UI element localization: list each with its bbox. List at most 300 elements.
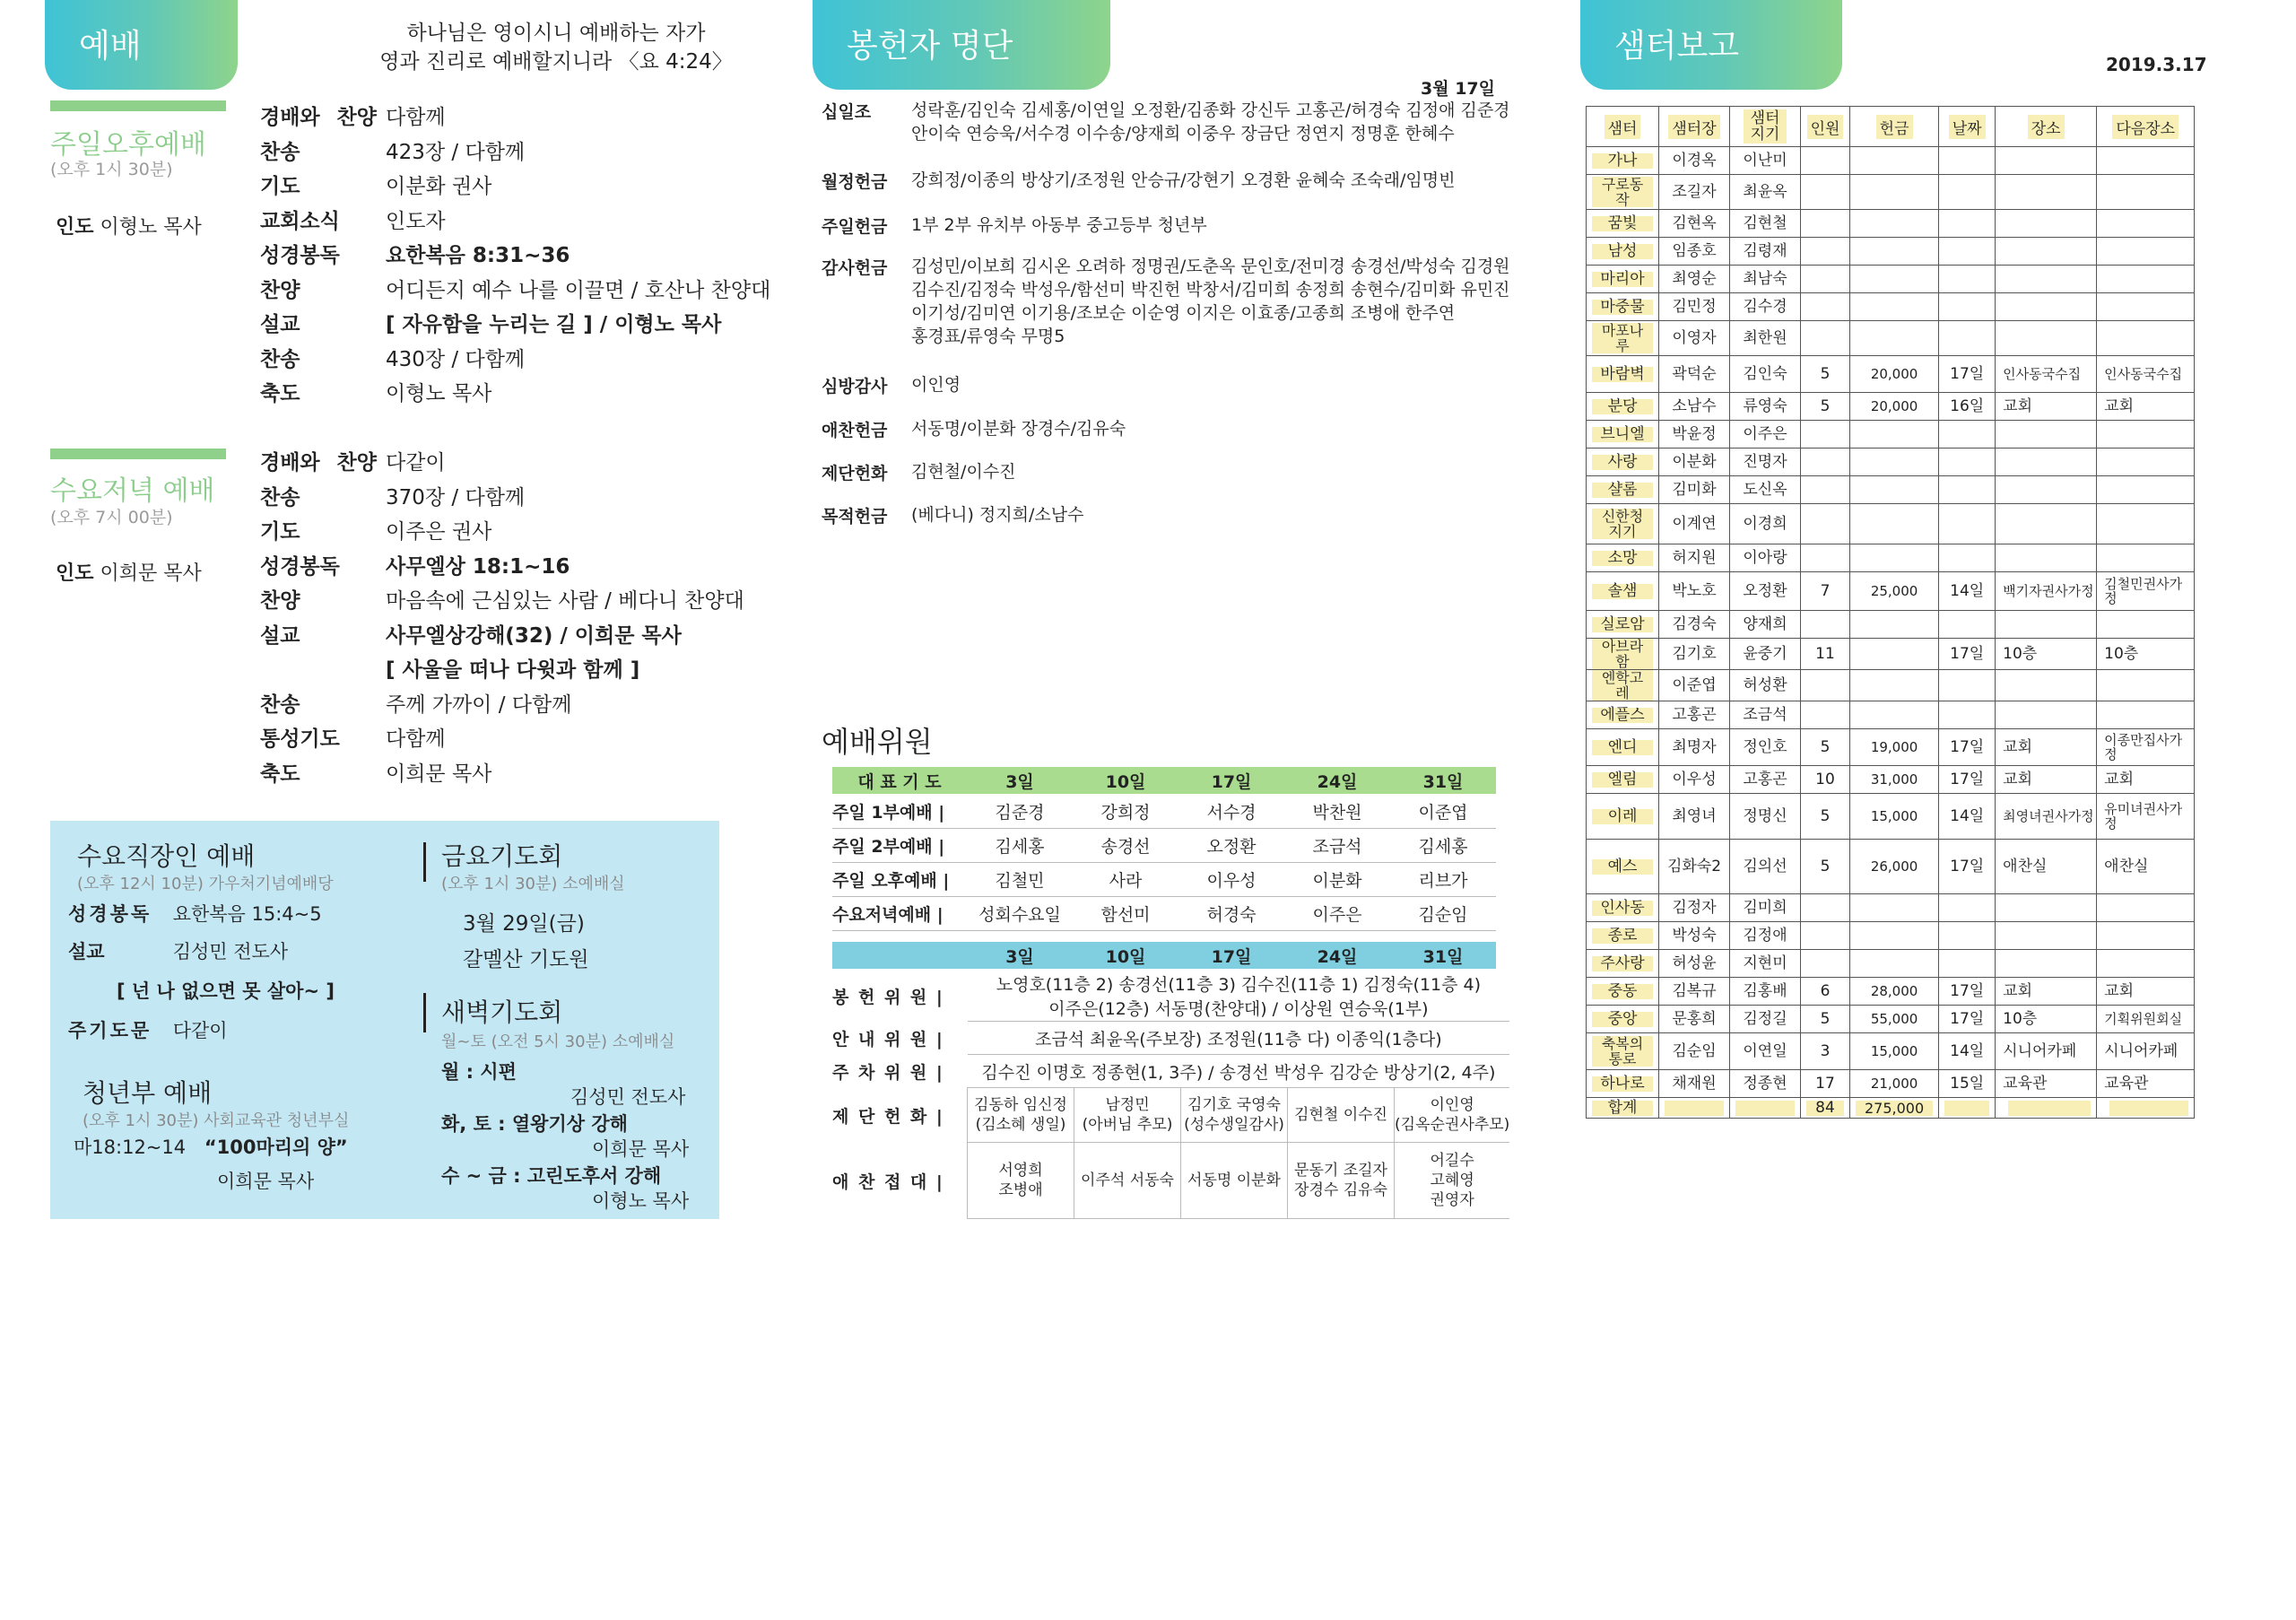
duty-cell: [1074, 1088, 1181, 1143]
groups-cell: [1939, 1098, 1996, 1119]
prayer-service: 주일 2부예배 |: [832, 829, 967, 863]
groups-name-label: 엔학고레: [1592, 670, 1653, 701]
groups-cell: 이계연: [1659, 504, 1730, 544]
groups-cell: 김의선: [1730, 840, 1801, 894]
groups-cell: [1801, 210, 1850, 238]
groups-name-label: 예스: [1592, 859, 1653, 875]
wed-work-reading-key: 성경봉독: [68, 903, 152, 925]
wed-order-row: [260, 722, 446, 756]
wed-order-val: 370장 / 다함께: [386, 485, 526, 510]
duty-value: [968, 1022, 1510, 1055]
groups-cell: 김수경: [1730, 293, 1801, 321]
dawn-time: 월~토 (오전 5시 30분) 소예배실: [441, 1032, 675, 1051]
groups-cell: [1850, 894, 1939, 922]
dawn-title: 새벽기도회: [441, 997, 563, 1027]
verse-line1: 하나님은 영이시니 예배하는 자가: [406, 22, 706, 45]
groups-name-label: 에플스: [1592, 708, 1653, 723]
wed-order-val: 이희문 목사: [386, 762, 492, 786]
duty-header-cell: 10일: [1105, 946, 1146, 967]
groups-cell: [1996, 1098, 2097, 1119]
groups-cell: [1939, 321, 1996, 356]
donors-tab: 봉헌자 명단: [813, 0, 1110, 90]
groups-name: [1587, 922, 1659, 950]
fri-title: 금요기도회: [441, 841, 563, 871]
groups-header-label: 장소: [2028, 115, 2065, 139]
groups-row: [1587, 611, 2195, 639]
wed-order-key: 찬송: [260, 692, 300, 717]
donor-line: 김수진/김정숙 박성우/함선미 박진헌 박창서/김미희 송정희 송현수/김미화 유민진: [911, 280, 1510, 300]
duty-line: 김현철 이수진: [1294, 1106, 1387, 1124]
groups-cell: [1801, 238, 1850, 266]
duty-line: 이주석 서동숙: [1081, 1171, 1174, 1189]
fri-date: 3월 29일(금): [463, 912, 585, 936]
duty-line: 고혜영: [1430, 1171, 1474, 1189]
groups-row: [1587, 421, 2195, 449]
groups-cell: 55,000: [1850, 1006, 1939, 1033]
wed-order-key: 찬양: [260, 589, 300, 613]
groups-name: [1587, 729, 1659, 766]
groups-cell: [2097, 476, 2195, 504]
groups-cell: 시니어카페: [1996, 1033, 2097, 1070]
donor-line: 1부 2부 유치부 아동부 중고등부 청년부: [911, 215, 1207, 235]
duty-line: (김옥순권사추모): [1395, 1116, 1510, 1134]
groups-cell: 윤중기: [1730, 639, 1801, 670]
groups-cell: [2097, 950, 2195, 978]
groups-cell: [2097, 210, 2195, 238]
groups-cell: 17일: [1939, 639, 1996, 670]
groups-name-label: 소망: [1592, 551, 1653, 566]
groups-cell: [1850, 611, 1939, 639]
prayer-row: [832, 795, 1496, 829]
groups-cell: [2097, 293, 2195, 321]
groups-cell: [1996, 175, 2097, 210]
sunday-order-key: 찬송: [260, 347, 300, 371]
wed-order-row: [260, 481, 525, 515]
duty-line: 서동명 이분화: [1187, 1171, 1281, 1189]
wed-order-row: [260, 688, 571, 722]
duty-cell: [1288, 1143, 1395, 1219]
groups-name: [1587, 293, 1659, 321]
prayer-header-cell: 17일: [1211, 771, 1252, 792]
sunday-order-row: [260, 274, 770, 308]
groups-cell: [1850, 544, 1939, 572]
prayer-name: 이분화: [1284, 863, 1390, 897]
groups-row: [1587, 922, 2195, 950]
groups-total-cell: [2109, 1101, 2188, 1116]
groups-cell: 17일: [1939, 840, 1996, 894]
wed-lead-val: 이희문 목사: [100, 562, 202, 585]
groups-cell: [1850, 639, 1939, 670]
groups-cell: 조길자: [1659, 175, 1730, 210]
groups-row: [1587, 476, 2195, 504]
groups-cell: [1850, 147, 1939, 175]
sunday-lead-val: 이형노 목사: [100, 216, 202, 239]
groups-cell: [2097, 1098, 2195, 1119]
groups-name: [1587, 238, 1659, 266]
duty-key: 애 찬 접 대 |: [832, 1171, 944, 1192]
donor-key: 감사헌금: [822, 258, 888, 278]
groups-cell: 김홍배: [1730, 978, 1801, 1006]
groups-cell: 박윤정: [1659, 421, 1730, 449]
groups-cell: [1939, 950, 1996, 978]
groups-header-cell: [2097, 107, 2195, 147]
donor-line: 안이숙 연승욱/서수경 이수송/양재희 이중우 장금단 정연지 정명훈 한혜수: [911, 124, 1455, 144]
groups-cell: [1850, 421, 1939, 449]
wed-order-key: 축도: [260, 762, 300, 786]
groups-name: [1587, 670, 1659, 701]
groups-cell: 정명신: [1730, 794, 1801, 840]
groups-cell: 10: [1801, 766, 1850, 794]
groups-date: 2019.3.17: [2106, 54, 2207, 75]
prayer-name: 이주은: [1284, 897, 1390, 931]
duty-header-row: [832, 942, 1496, 969]
groups-cell: 교육관: [1996, 1070, 2097, 1098]
wed-order-row: [260, 550, 570, 584]
sunday-lead-key: 인도: [56, 216, 94, 239]
groups-cell: [2097, 670, 2195, 701]
groups-row: [1587, 1033, 2195, 1070]
donor-names: [911, 99, 1510, 145]
groups-cell: [1996, 266, 2097, 293]
groups-row: [1587, 321, 2195, 356]
wed-divider: [50, 449, 226, 459]
duty-key: 주 차 위 원 |: [832, 1062, 944, 1083]
groups-cell: 17일: [1939, 766, 1996, 794]
donor-line: (베다니) 정지희/소남수: [911, 505, 1084, 525]
groups-row: [1587, 794, 2195, 840]
groups-name-label: 가나: [1592, 153, 1653, 169]
sunday-order-row: [260, 377, 491, 411]
groups-cell: 3: [1801, 1033, 1850, 1070]
groups-cell: [2097, 611, 2195, 639]
groups-cell: [1850, 922, 1939, 950]
duty-line: 이주은(12층) 서동명(찬양대) / 이상원 연승욱(1부): [1048, 999, 1429, 1019]
prayer-row: [832, 829, 1496, 863]
groups-name: [1587, 504, 1659, 544]
donor-key: 주일헌금: [822, 217, 888, 237]
duty-row: [832, 1143, 1509, 1219]
prayer-header-cell: 10일: [1105, 771, 1146, 792]
groups-name-label: 솔샘: [1592, 584, 1653, 599]
groups-cell: [1850, 670, 1939, 701]
groups-name-label: 마중물: [1592, 300, 1653, 315]
groups-cell: 진명자: [1730, 449, 1801, 476]
groups-cell: 교회: [1996, 729, 2097, 766]
prayer-name: 함선미: [1073, 897, 1178, 931]
sunday-order-key: 찬송: [260, 140, 300, 164]
duty-cell: [968, 1088, 1074, 1143]
wed-order-val: [ 사울을 떠나 다윗과 함께 ]: [386, 658, 640, 682]
groups-name: [1587, 1006, 1659, 1033]
duty-cell: [968, 1143, 1074, 1219]
groups-cell: 지현미: [1730, 950, 1801, 978]
donor-names: [911, 460, 1016, 483]
groups-cell: 교회: [1996, 766, 2097, 794]
groups-cell: 교회: [2097, 393, 2195, 421]
groups-cell: [1939, 611, 1996, 639]
groups-cell: [1939, 670, 1996, 701]
groups-cell: 허성윤: [1659, 950, 1730, 978]
groups-cell: [2097, 544, 2195, 572]
groups-cell: 최영순: [1659, 266, 1730, 293]
groups-name: [1587, 421, 1659, 449]
groups-row: [1587, 1070, 2195, 1098]
wed-work-prayer: [68, 1016, 228, 1043]
groups-name-label: 꿈빛: [1592, 216, 1653, 231]
groups-cell: 최영녀권사가정: [1996, 794, 2097, 840]
groups-cell: 17일: [1939, 978, 1996, 1006]
groups-name: [1587, 794, 1659, 840]
groups-cell: 15,000: [1850, 1033, 1939, 1070]
groups-cell: [1659, 1098, 1730, 1119]
groups-cell: [2097, 922, 2195, 950]
wed-order-key: 기도: [260, 520, 300, 544]
groups-header-label: 인원: [1807, 115, 1844, 139]
groups-name: [1587, 356, 1659, 393]
groups-header-label: 날짜: [1949, 115, 1986, 139]
groups-row: [1587, 356, 2195, 393]
groups-total-cell: [2008, 1101, 2091, 1116]
groups-row: [1587, 639, 2195, 670]
sunday-order-val: 이형노 목사: [386, 382, 492, 405]
dawn-tue: 화, 토 : 열왕기상 강해: [441, 1113, 628, 1135]
groups-cell: 박성숙: [1659, 922, 1730, 950]
groups-row: [1587, 766, 2195, 794]
groups-cell: 이연일: [1730, 1033, 1801, 1070]
wed-lead-key: 인도: [56, 562, 94, 585]
groups-cell: 시니어카페: [2097, 1033, 2195, 1070]
donor-names: [911, 503, 1083, 527]
duty-line: 조병애: [998, 1181, 1043, 1199]
groups-name: [1587, 147, 1659, 175]
groups-cell: 애찬실: [1996, 840, 2097, 894]
groups-total-cell: [1665, 1101, 1724, 1116]
groups-row: [1587, 544, 2195, 572]
groups-cell: [1801, 449, 1850, 476]
prayer-name: 김세홍: [967, 829, 1073, 863]
groups-cell: 고홍곤: [1659, 701, 1730, 729]
wed-order-row: [260, 619, 682, 653]
groups-name: [1587, 978, 1659, 1006]
donor-names: [911, 373, 961, 396]
groups-name-label: 남성: [1592, 244, 1653, 259]
groups-cell: 최윤옥: [1730, 175, 1801, 210]
wed-work-sermon-title: [ 넌 나 없으면 못 살아~ ]: [117, 980, 335, 1002]
groups-cell: 10층: [1996, 1006, 2097, 1033]
groups-cell: [1939, 293, 1996, 321]
duty-header-cell: 31일: [1422, 946, 1464, 967]
groups-cell: [1850, 210, 1939, 238]
prayer-header-cell: 24일: [1317, 771, 1358, 792]
donor-names: [911, 213, 1207, 237]
groups-header-cell: [1939, 107, 1996, 147]
groups-name: [1587, 449, 1659, 476]
duty-cell: [1181, 1088, 1288, 1143]
sunday-order-row: [260, 343, 525, 377]
groups-cell: [1939, 421, 1996, 449]
duty-row: [832, 1088, 1509, 1143]
groups-cell: 이준엽: [1659, 670, 1730, 701]
youth-text-val: 마18:12~14: [74, 1137, 187, 1158]
groups-cell: [1801, 922, 1850, 950]
youth-pastor: 이희문 목사: [217, 1171, 315, 1192]
sunday-order-val: 다함께: [386, 106, 446, 129]
duty-row: [832, 971, 1509, 1022]
duty-key: 안 내 위 원 |: [832, 1029, 944, 1050]
prayer-header: [832, 767, 1496, 794]
groups-total-cell: [1735, 1101, 1795, 1116]
wed-lead: [56, 558, 202, 586]
youth-sermon: “100마리의 양”: [204, 1137, 348, 1158]
duty-value: [968, 971, 1510, 1022]
groups-cell: 7: [1801, 572, 1850, 611]
groups-cell: [1801, 266, 1850, 293]
worship-tab: 예배: [45, 0, 238, 90]
groups-name-label: 사랑: [1592, 455, 1653, 470]
groups-cell: [1939, 147, 1996, 175]
groups-cell: 고홍곤: [1730, 766, 1801, 794]
prayer-header-cell: 31일: [1422, 771, 1464, 792]
groups-cell: 5: [1801, 794, 1850, 840]
groups-cell: [1996, 210, 2097, 238]
sunday-order-key: 축도: [260, 382, 300, 405]
groups-cell: 정종현: [1730, 1070, 1801, 1098]
sunday-order-val: 요한복음 8:31~36: [386, 244, 570, 267]
groups-cell: 20,000: [1850, 356, 1939, 393]
prayer-name: 김세홍: [1390, 829, 1496, 863]
groups-header-label: 샘터: [1605, 115, 1641, 139]
sunday-lead: [56, 212, 202, 240]
groups-cell: [1996, 894, 2097, 922]
groups-name: [1587, 894, 1659, 922]
prayer-row: [832, 863, 1496, 897]
groups-row: [1587, 210, 2195, 238]
wed-order-row: [260, 653, 639, 687]
groups-cell: 김경숙: [1659, 611, 1730, 639]
groups-row: [1587, 729, 2195, 766]
groups-cell: 5: [1801, 1006, 1850, 1033]
prayer-name: 사라: [1073, 863, 1178, 897]
sunday-order-val: 430장 / 다함께: [386, 347, 526, 371]
groups-cell: [1850, 321, 1939, 356]
prayer-name: 이우성: [1178, 863, 1284, 897]
groups-name-label: 마포나루: [1592, 323, 1653, 353]
duty-line: 문동기 조길자: [1294, 1162, 1387, 1180]
groups-cell: [1850, 504, 1939, 544]
groups-cell: 16일: [1939, 393, 1996, 421]
prayer-header-cell: 3일: [1005, 771, 1034, 792]
groups-cell: 최남숙: [1730, 266, 1801, 293]
groups-cell: [1801, 670, 1850, 701]
groups-name-label: 합계: [1592, 1101, 1653, 1116]
groups-cell: [1996, 476, 2097, 504]
groups-cell: 10층: [2097, 639, 2195, 670]
groups-name: [1587, 321, 1659, 356]
donor-names: [911, 169, 1455, 192]
groups-cell: 14일: [1939, 572, 1996, 611]
groups-cell: [1850, 238, 1939, 266]
duty-cell: [1395, 1088, 1510, 1143]
meetings-box: [50, 821, 719, 1219]
wed-order-val: 사무엘상강해(32) / 이희문 목사: [386, 623, 682, 648]
groups-name: [1587, 611, 1659, 639]
groups-cell: [1801, 611, 1850, 639]
groups-cell: 조금석: [1730, 701, 1801, 729]
groups-cell: 김복규: [1659, 978, 1730, 1006]
groups-cell: 애찬실: [2097, 840, 2195, 894]
sunday-time: (오후 1시 30분): [50, 160, 173, 179]
prayer-name: 김순임: [1390, 897, 1496, 931]
wed-work-title: 수요직장인 예배: [77, 841, 256, 871]
groups-cell: [1801, 544, 1850, 572]
prayer-name: 허경숙: [1178, 897, 1284, 931]
groups-cell: 최명자: [1659, 729, 1730, 766]
sunday-order-val: [ 자유함을 누리는 길 ] / 이형노 목사: [386, 313, 722, 336]
groups-name-label: 실로암: [1592, 617, 1653, 632]
groups-cell: 기획위원회실: [2097, 1006, 2195, 1033]
duty-key: 봉 헌 위 원 |: [832, 987, 944, 1007]
groups-cell: 김미화: [1659, 476, 1730, 504]
wed-order-val: 다함께: [386, 727, 446, 751]
duty-line: (성수생일감사): [1184, 1116, 1284, 1134]
groups-name-label: 중동: [1592, 984, 1653, 999]
groups-name: [1587, 766, 1659, 794]
groups-name-label: 아브라함: [1592, 639, 1653, 669]
groups-cell: [1850, 175, 1939, 210]
groups-cell: [2097, 421, 2195, 449]
groups-cell: 15,000: [1850, 794, 1939, 840]
duty-line: 김동하 임신정: [974, 1096, 1067, 1114]
groups-cell: 김정자: [1659, 894, 1730, 922]
groups-row: [1587, 266, 2195, 293]
prayer-name: 김준경: [967, 795, 1073, 829]
donor-line: 김현철/이수진: [911, 462, 1016, 482]
groups-cell: 21,000: [1850, 1070, 1939, 1098]
wed-order-row: [260, 446, 446, 480]
groups-cell: [1996, 922, 2097, 950]
groups-name-label: 종로: [1592, 928, 1653, 944]
sunday-order-row: [260, 205, 446, 239]
prayer-name: 오정환: [1178, 829, 1284, 863]
duty-line: 이인영: [1430, 1096, 1474, 1114]
groups-cell: 허지원: [1659, 544, 1730, 572]
sunday-order-val: 어디든지 예수 나를 이끌면 / 호산나 찬양대: [386, 278, 771, 302]
prayer-header-cell: 대 표 기 도: [857, 771, 942, 792]
groups-cell: 10층: [1996, 639, 2097, 670]
sunday-title: 주일오후예배: [50, 129, 206, 161]
groups-name: [1587, 1070, 1659, 1098]
wed-order-row: [260, 584, 744, 618]
groups-cell: [2097, 894, 2195, 922]
fri-place: 갈멜산 기도원: [463, 948, 589, 971]
wed-title: 수요저녁 예배: [50, 475, 215, 507]
donor-line: 김성민/이보희 김시온 오려하 정명권/도춘옥 문인호/전미경 송경선/박성숙 김경원: [911, 257, 1510, 276]
groups-row: [1587, 504, 2195, 544]
groups-cell: [1939, 701, 1996, 729]
donor-line: 홍경표/류영숙 무명5: [911, 327, 1065, 346]
wed-order-val: 다같이: [386, 451, 446, 475]
groups-cell: [1996, 147, 2097, 175]
groups-cell: 김정길: [1730, 1006, 1801, 1033]
wed-work-sermon-key: 설교: [68, 941, 105, 962]
groups-cell: 임종호: [1659, 238, 1730, 266]
groups-cell: [1850, 293, 1939, 321]
groups-cell: [1939, 210, 1996, 238]
wed-time: (오후 7시 00분): [50, 508, 173, 527]
groups-name-label: 엘림: [1592, 772, 1653, 788]
groups-cell: 17일: [1939, 729, 1996, 766]
groups-cell: [1850, 449, 1939, 476]
